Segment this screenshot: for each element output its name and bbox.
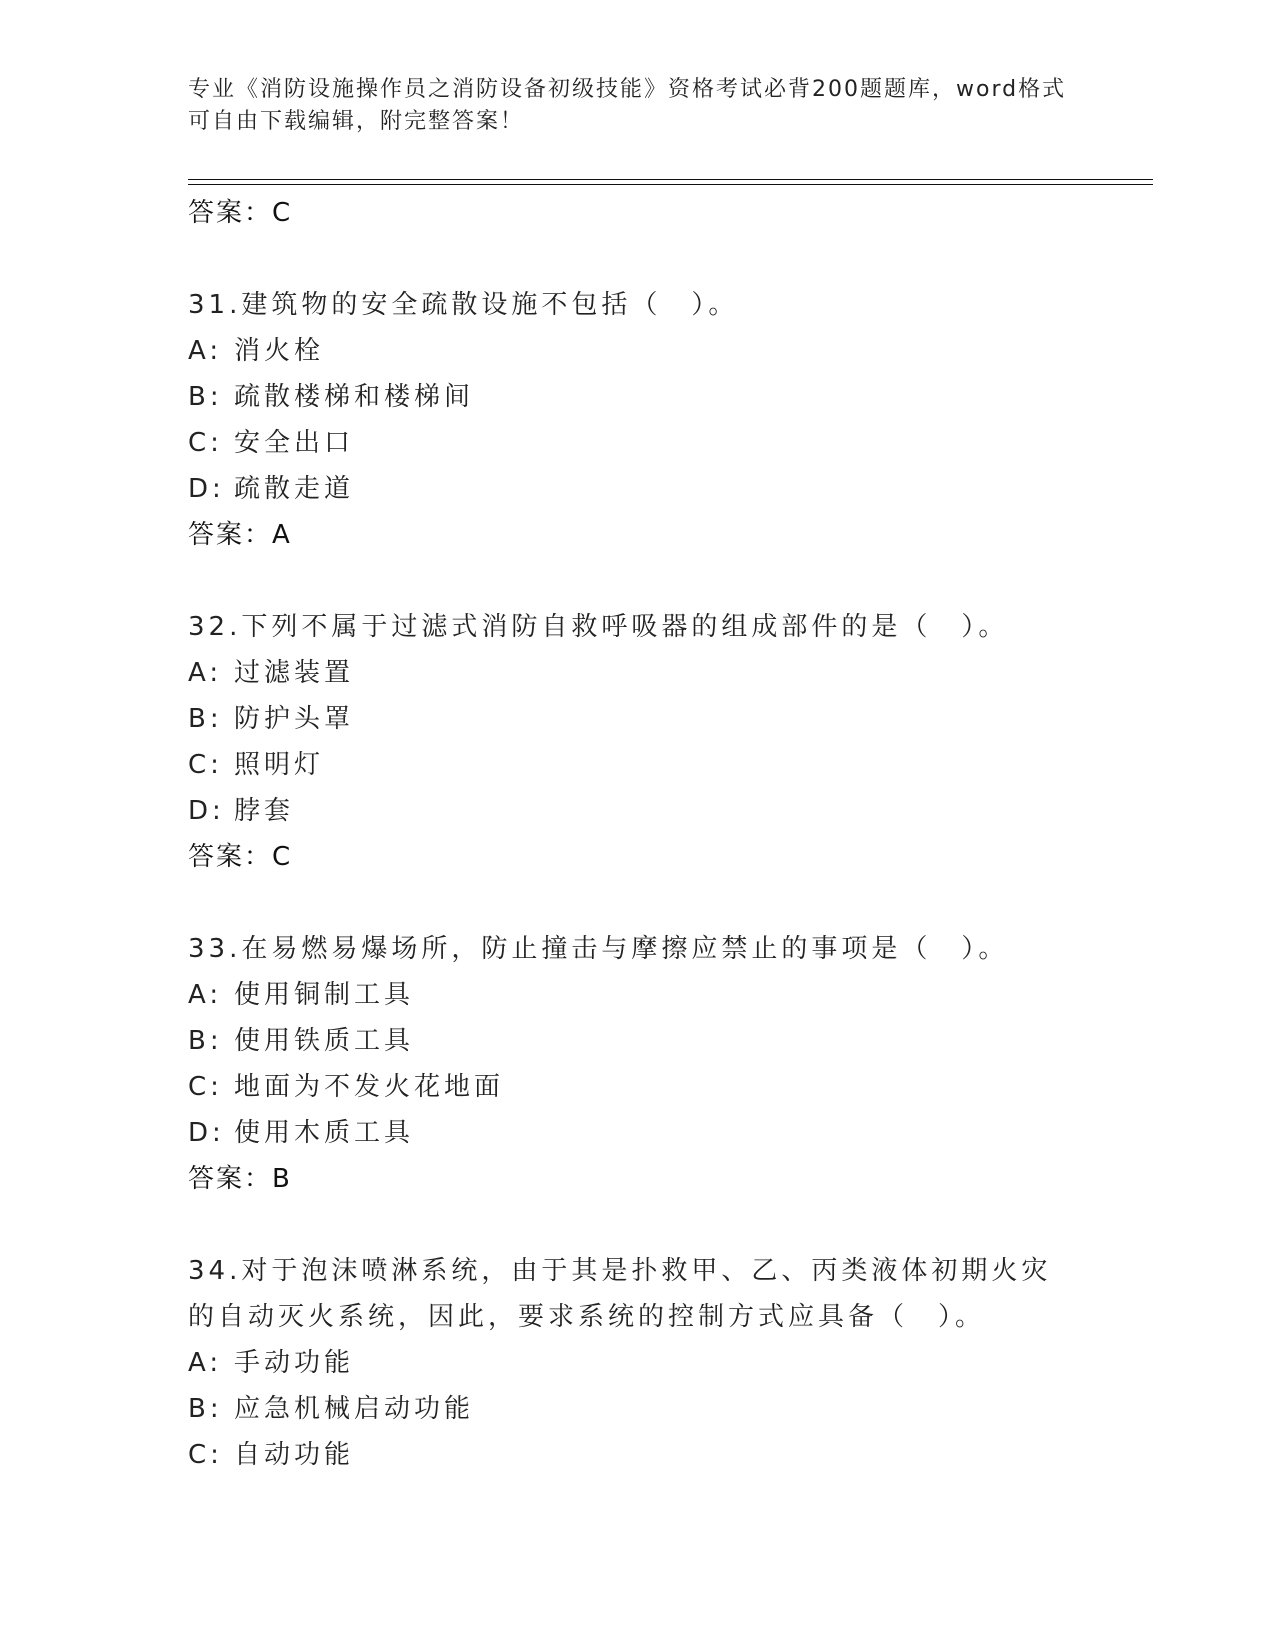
option-letter: A: (188, 336, 223, 366)
option-c (188, 1064, 1088, 1110)
option-d (188, 1110, 1088, 1156)
answer-line: 答案：C (188, 198, 293, 228)
option-text: 手动功能 (234, 1348, 355, 1378)
document-body (188, 190, 1088, 1478)
answer-line: 答案：B (188, 1164, 292, 1194)
option-c (188, 420, 1088, 466)
question-title: 31.建筑物的安全疏散设施不包括（ ）。 (188, 290, 739, 320)
question-title: 32.下列不属于过滤式消防自救呼吸器的组成部件的是（ ）。 (188, 612, 1009, 642)
option-b (188, 1386, 1088, 1432)
question-33 (188, 926, 1088, 1202)
option-letter: B: (188, 1394, 223, 1424)
option-letter: C: (188, 428, 223, 458)
option-letter: B: (188, 704, 223, 734)
option-d (188, 788, 1088, 834)
option-letter: A: (188, 658, 223, 688)
option-letter: A: (188, 1348, 223, 1378)
option-letter: C: (188, 1440, 223, 1470)
question-title: 33.在易燃易爆场所，防止撞击与摩擦应禁止的事项是（ ）。 (188, 934, 1009, 964)
option-text: 自动功能 (234, 1440, 355, 1470)
option-b (188, 1018, 1088, 1064)
option-letter: D: (188, 1118, 225, 1148)
question-32 (188, 604, 1088, 880)
option-text: 使用铁质工具 (234, 1026, 415, 1056)
option-b (188, 374, 1088, 420)
option-c (188, 1432, 1088, 1478)
option-text: 照明灯 (234, 750, 325, 780)
option-text: 消火栓 (234, 336, 325, 366)
option-letter: C: (188, 1072, 223, 1102)
option-d (188, 466, 1088, 512)
option-text: 地面为不发火花地面 (234, 1072, 505, 1102)
answer-line: 答案：A (188, 520, 292, 550)
option-c (188, 742, 1088, 788)
option-letter: C: (188, 750, 223, 780)
option-text: 脖套 (234, 796, 295, 826)
option-text: 使用铜制工具 (234, 980, 415, 1010)
option-letter: B: (188, 1026, 223, 1056)
option-b (188, 696, 1088, 742)
document-header: 专业《消防设施操作员之消防设备初级技能》资格考试必背200题题库，word格式可自由下载编辑，附完整答案！ (188, 77, 1067, 134)
option-letter: B: (188, 382, 223, 412)
question-31 (188, 282, 1088, 558)
option-text: 疏散楼梯和楼梯间 (234, 382, 475, 412)
option-a (188, 328, 1088, 374)
option-letter: D: (188, 796, 225, 826)
option-text: 疏散走道 (234, 474, 355, 504)
answer-line: 答案：C (188, 842, 293, 872)
option-letter: D: (188, 474, 225, 504)
question-34 (188, 1248, 1088, 1478)
option-text: 安全出口 (234, 428, 355, 458)
option-letter: A: (188, 980, 223, 1010)
option-text: 防护头罩 (234, 704, 355, 734)
question-title: 34.对于泡沫喷淋系统，由于其是扑救甲、乙、丙类液体初期火灾的自动灭火系统，因此，要求系统的控制方式应具备（ ）。 (188, 1256, 1052, 1332)
option-text: 应急机械启动功能 (234, 1394, 475, 1424)
option-text: 过滤装置 (234, 658, 355, 688)
option-a (188, 650, 1088, 696)
option-a (188, 1340, 1088, 1386)
header-divider (188, 179, 1153, 185)
option-text: 使用木质工具 (234, 1118, 415, 1148)
option-a (188, 972, 1088, 1018)
